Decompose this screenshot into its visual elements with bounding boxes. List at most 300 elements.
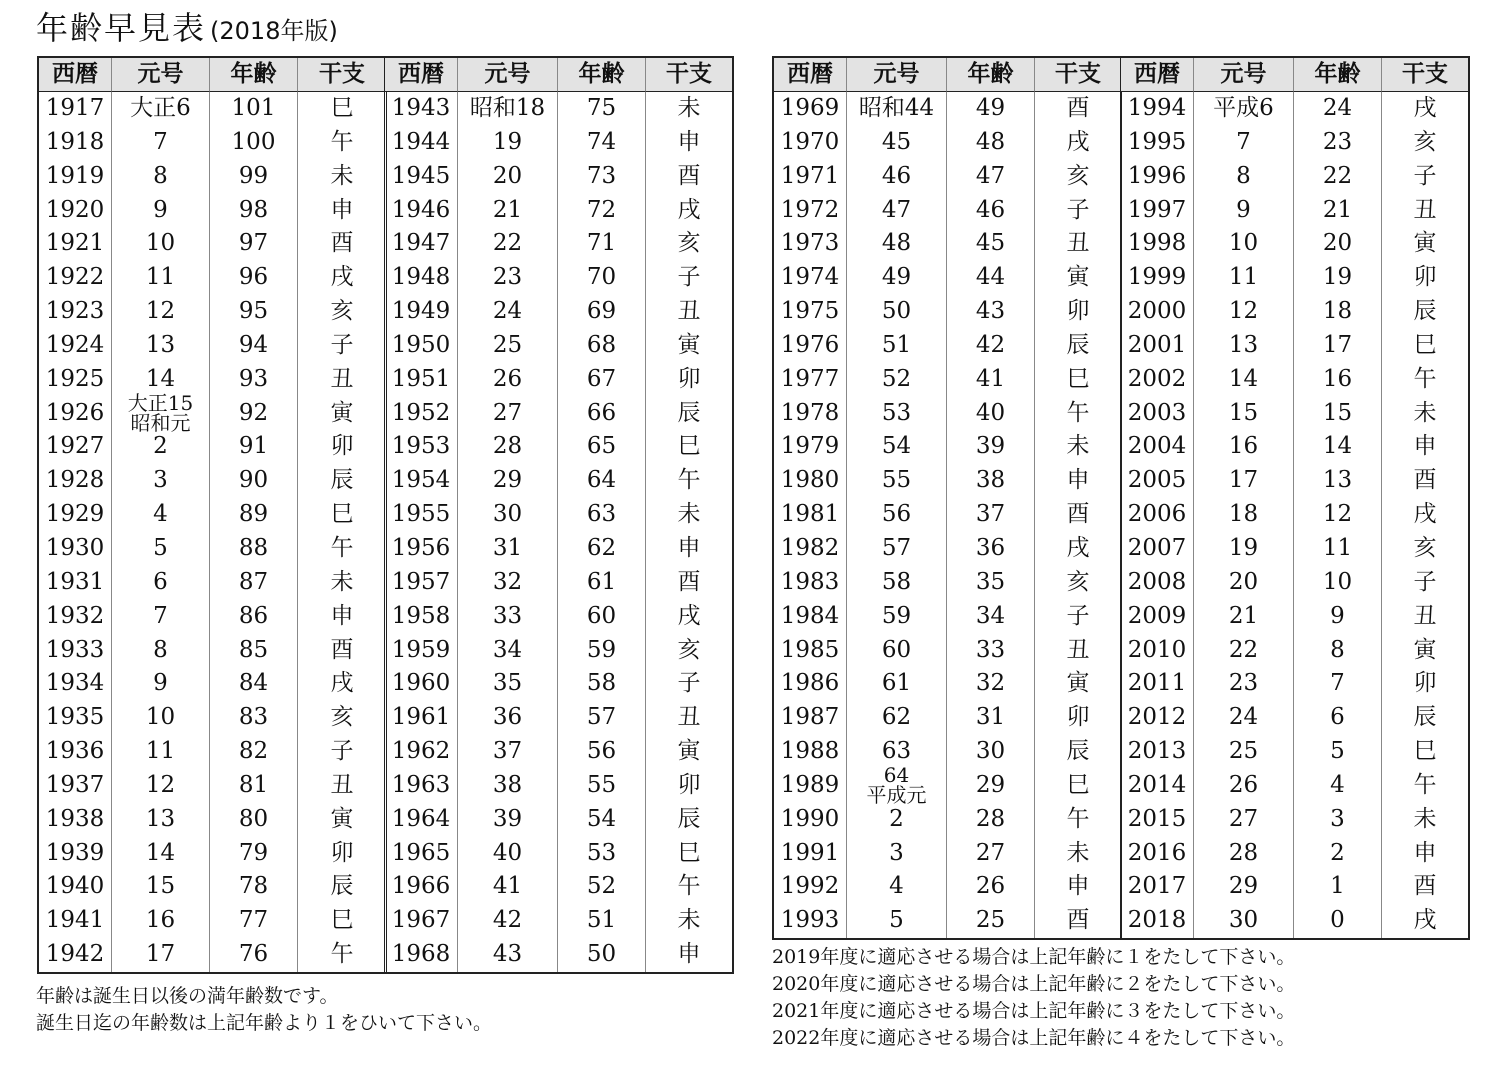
cell-age: 31: [947, 701, 1035, 735]
cell-zodiac: 辰: [1413, 298, 1437, 325]
age-table-left-1943-1968: [384, 56, 734, 974]
cell-era: 14: [1194, 363, 1294, 397]
cell-era: 10: [1194, 227, 1294, 261]
cell-zodiac: 丑: [1413, 196, 1437, 223]
cell-zodiac: 午: [677, 467, 701, 494]
cell-era: 58: [847, 566, 947, 600]
cell-year: 1998: [1121, 227, 1194, 261]
cell-age: 20: [1294, 227, 1382, 261]
cell-zodiac: 戌: [1413, 501, 1437, 528]
cell-age: 77: [210, 904, 298, 938]
cell-age: 6: [1294, 701, 1382, 735]
cell-age: 54: [558, 803, 646, 837]
cell-age: 48: [947, 126, 1035, 160]
cell-era: 11: [112, 735, 210, 769]
cell-year: 1976: [774, 329, 847, 363]
cell-age: 7: [1294, 667, 1382, 701]
cell-year: 1934: [39, 667, 112, 701]
cell-age: 78: [210, 870, 298, 904]
cell-era: 28: [458, 430, 558, 464]
cell-age: 19: [1294, 261, 1382, 295]
cell-year: 1975: [774, 295, 847, 329]
cell-era: 29: [1194, 870, 1294, 904]
age-table-right-1994-2018: [1120, 56, 1470, 940]
cell-year: 1978: [774, 397, 847, 431]
cell-zodiac: 卯: [330, 433, 354, 460]
cell-zodiac: 午: [1066, 399, 1090, 426]
cell-zodiac: 酉: [1066, 907, 1090, 934]
cell-era: 24: [458, 295, 558, 329]
cell-era: [112, 390, 210, 435]
cell-era: 15: [112, 870, 210, 904]
cell-era: 11: [112, 261, 210, 295]
cell-year: 1972: [774, 194, 847, 228]
cell-zodiac: 卯: [1413, 670, 1437, 697]
cell-era: 16: [1194, 430, 1294, 464]
cell-zodiac: 卯: [1413, 264, 1437, 291]
cell-zodiac: 戌: [330, 670, 354, 697]
cell-age: 75: [558, 92, 646, 126]
cell-zodiac: 寅: [677, 738, 701, 765]
cell-age: 42: [947, 329, 1035, 363]
cell-age: 59: [558, 634, 646, 668]
cell-zodiac: 卯: [330, 839, 354, 866]
cell-year: 1991: [774, 837, 847, 871]
cell-zodiac: 巳: [1066, 771, 1090, 798]
cell-year: 1980: [774, 464, 847, 498]
cell-age: 58: [558, 667, 646, 701]
cell-age: 26: [947, 870, 1035, 904]
cell-age: 68: [558, 329, 646, 363]
cell-zodiac: 寅: [1066, 670, 1090, 697]
cell-era: 33: [458, 600, 558, 634]
cell-year: 1951: [385, 363, 458, 397]
cell-zodiac: 申: [677, 941, 701, 968]
cell-year: 1920: [39, 194, 112, 228]
cell-year: 2008: [1121, 566, 1194, 600]
cell-age: 16: [1294, 363, 1382, 397]
cell-age: 62: [558, 532, 646, 566]
note-right-1: 2019年度に適応させる場合は上記年齢に１をたして下さい。: [772, 946, 1296, 968]
cell-era: 7: [112, 600, 210, 634]
cell-age: 69: [558, 295, 646, 329]
cell-year: 1984: [774, 600, 847, 634]
cell-zodiac: 子: [677, 670, 701, 697]
cell-zodiac: 申: [330, 602, 354, 629]
cell-era: 5: [847, 904, 947, 938]
cell-zodiac: 丑: [330, 365, 354, 392]
cell-year: 2014: [1121, 769, 1194, 803]
cell-age: 94: [210, 329, 298, 363]
cell-year: 1936: [39, 735, 112, 769]
cell-zodiac: 戌: [1413, 95, 1437, 121]
cell-era: 52: [847, 363, 947, 397]
cell-age: 11: [1294, 532, 1382, 566]
cell-year: 1952: [385, 397, 458, 431]
cell-year: 1990: [774, 803, 847, 837]
cell-era: 23: [458, 261, 558, 295]
cell-era: 16: [112, 904, 210, 938]
cell-year: 1956: [385, 532, 458, 566]
cell-age: 76: [210, 938, 298, 972]
cell-age: 66: [558, 397, 646, 431]
cell-zodiac: 丑: [677, 298, 701, 325]
cell-era: 6: [112, 566, 210, 600]
cell-era: 45: [847, 126, 947, 160]
age-table-right-1969-1993: [772, 56, 1122, 940]
cell-era: 8: [112, 634, 210, 668]
cell-zodiac: 子: [330, 331, 354, 358]
cell-year: 1943: [385, 92, 458, 126]
cell-year: 2003: [1121, 397, 1194, 431]
cell-year: 1986: [774, 667, 847, 701]
cell-year: 2009: [1121, 600, 1194, 634]
cell-zodiac: 卯: [1066, 298, 1090, 325]
cell-age: 64: [558, 464, 646, 498]
cell-age: 67: [558, 363, 646, 397]
cell-year: 1919: [39, 160, 112, 194]
cell-year: 2015: [1121, 803, 1194, 837]
cell-era: 17: [112, 938, 210, 972]
cell-zodiac: 酉: [677, 568, 701, 595]
cell-zodiac: 亥: [1413, 534, 1437, 561]
header-eto: 干支: [298, 58, 386, 92]
cell-era: 昭和18: [458, 92, 558, 126]
cell-era: 22: [458, 227, 558, 261]
cell-age: 49: [947, 92, 1035, 126]
cell-zodiac: 戌: [1413, 907, 1437, 934]
cell-era: 55: [847, 464, 947, 498]
cell-age: 21: [1294, 194, 1382, 228]
cell-zodiac: 酉: [1413, 873, 1437, 900]
cell-year: 1985: [774, 634, 847, 668]
cell-age: 73: [558, 160, 646, 194]
age-table-left-1917-1942: [37, 56, 387, 974]
cell-zodiac: 巳: [1066, 365, 1090, 392]
cell-age: 95: [210, 295, 298, 329]
cell-zodiac: 寅: [1413, 636, 1437, 663]
header-gengo: 元号: [458, 58, 558, 92]
cell-age: 93: [210, 363, 298, 397]
cell-year: 1969: [774, 92, 847, 126]
cell-age: 72: [558, 194, 646, 228]
cell-age: 89: [210, 498, 298, 532]
cell-age: 81: [210, 769, 298, 803]
cell-zodiac: 辰: [1066, 738, 1090, 765]
cell-year: 1933: [39, 634, 112, 668]
cell-year: 1967: [385, 904, 458, 938]
cell-age: 60: [558, 600, 646, 634]
cell-year: 1964: [385, 803, 458, 837]
cell-zodiac: 未: [1413, 805, 1437, 832]
cell-era: 22: [1194, 634, 1294, 668]
cell-era: 40: [458, 837, 558, 871]
cell-era: 11: [1194, 261, 1294, 295]
cell-year: 1932: [39, 600, 112, 634]
cell-year: 1958: [385, 600, 458, 634]
cell-year: 1938: [39, 803, 112, 837]
cell-year: 1997: [1121, 194, 1194, 228]
cell-year: 1931: [39, 566, 112, 600]
cell-year: 1942: [39, 938, 112, 972]
cell-zodiac: 午: [1413, 365, 1437, 392]
cell-era: 42: [458, 904, 558, 938]
cell-zodiac: 申: [1413, 433, 1437, 460]
cell-era: 10: [112, 227, 210, 261]
cell-era: 30: [1194, 904, 1294, 938]
header-seireki: 西暦: [39, 58, 112, 92]
cell-year: 2012: [1121, 701, 1194, 735]
cell-year: 1959: [385, 634, 458, 668]
cell-age: 8: [1294, 634, 1382, 668]
cell-year: 1961: [385, 701, 458, 735]
cell-year: 1929: [39, 498, 112, 532]
cell-year: 1939: [39, 837, 112, 871]
cell-zodiac: 巳: [1413, 331, 1437, 358]
cell-age: 12: [1294, 498, 1382, 532]
cell-zodiac: 申: [1413, 839, 1437, 866]
cell-zodiac: 寅: [677, 331, 701, 358]
cell-age: 70: [558, 261, 646, 295]
cell-era: 63: [847, 735, 947, 769]
cell-age: 52: [558, 870, 646, 904]
cell-era: 4: [112, 498, 210, 532]
cell-era: 23: [1194, 667, 1294, 701]
cell-age: 65: [558, 430, 646, 464]
cell-year: 1966: [385, 870, 458, 904]
cell-zodiac: 未: [330, 162, 354, 189]
cell-era: 30: [458, 498, 558, 532]
cell-year: 1983: [774, 566, 847, 600]
cell-era: 3: [847, 837, 947, 871]
cell-zodiac: 子: [677, 264, 701, 291]
cell-year: 2018: [1121, 904, 1194, 938]
cell-year: 1974: [774, 261, 847, 295]
page-title: [36, 6, 338, 50]
cell-zodiac: 酉: [330, 230, 354, 257]
cell-zodiac: 丑: [677, 704, 701, 731]
cell-era: 昭和44: [847, 92, 947, 126]
cell-age: 87: [210, 566, 298, 600]
cell-year: 1993: [774, 904, 847, 938]
cell-era: 43: [458, 938, 558, 972]
cell-year: 1960: [385, 667, 458, 701]
cell-age: 97: [210, 227, 298, 261]
cell-era: 10: [112, 701, 210, 735]
cell-age: 0: [1294, 904, 1382, 938]
cell-age: 28: [947, 803, 1035, 837]
cell-zodiac: 酉: [677, 162, 701, 189]
cell-zodiac: 寅: [1066, 264, 1090, 291]
cell-zodiac: 申: [330, 196, 354, 223]
cell-era: 27: [458, 397, 558, 431]
cell-zodiac: 子: [1413, 162, 1437, 189]
cell-era: 24: [1194, 701, 1294, 735]
cell-era: 38: [458, 769, 558, 803]
cell-zodiac: 卯: [677, 771, 701, 798]
cell-year: 1922: [39, 261, 112, 295]
cell-zodiac: 亥: [330, 298, 354, 325]
cell-year: 1937: [39, 769, 112, 803]
cell-zodiac: 卯: [677, 365, 701, 392]
cell-year: 1941: [39, 904, 112, 938]
cell-age: 4: [1294, 769, 1382, 803]
cell-age: 34: [947, 600, 1035, 634]
cell-zodiac: 丑: [1066, 230, 1090, 257]
cell-age: 47: [947, 160, 1035, 194]
cell-zodiac: 未: [1066, 839, 1090, 866]
cell-era: 35: [458, 667, 558, 701]
cell-age: 33: [947, 634, 1035, 668]
cell-zodiac: 辰: [677, 805, 701, 832]
cell-era: 3: [112, 464, 210, 498]
cell-year: 1947: [385, 227, 458, 261]
cell-zodiac: 辰: [330, 467, 354, 494]
cell-era: 7: [1194, 126, 1294, 160]
cell-era: 47: [847, 194, 947, 228]
cell-age: 51: [558, 904, 646, 938]
cell-year: 2011: [1121, 667, 1194, 701]
cell-zodiac: 午: [1413, 771, 1437, 798]
note-left-2: 誕生日迄の年齢数は上記年齢より１をひいて下さい。: [36, 1012, 493, 1034]
cell-age: 37: [947, 498, 1035, 532]
cell-age: 61: [558, 566, 646, 600]
cell-year: 1918: [39, 126, 112, 160]
cell-year: 1999: [1121, 261, 1194, 295]
cell-zodiac: 戌: [677, 196, 701, 223]
cell-age: 23: [1294, 126, 1382, 160]
cell-year: 1953: [385, 430, 458, 464]
cell-year: 2000: [1121, 295, 1194, 329]
cell-age: 83: [210, 701, 298, 735]
cell-year: 1955: [385, 498, 458, 532]
cell-year: 1979: [774, 430, 847, 464]
cell-year: 1965: [385, 837, 458, 871]
cell-age: 39: [947, 430, 1035, 464]
cell-zodiac: 未: [1066, 433, 1090, 460]
cell-age: 27: [947, 837, 1035, 871]
cell-zodiac: 辰: [677, 399, 701, 426]
cell-zodiac: 午: [330, 941, 354, 968]
cell-age: 10: [1294, 566, 1382, 600]
cell-year: 1921: [39, 227, 112, 261]
cell-year: 1950: [385, 329, 458, 363]
cell-year: 1989: [774, 769, 847, 803]
cell-era: 14: [112, 363, 210, 397]
cell-era: 56: [847, 498, 947, 532]
cell-zodiac: 巳: [677, 839, 701, 866]
cell-era: 32: [458, 566, 558, 600]
cell-age: 35: [947, 566, 1035, 600]
cell-zodiac: 巳: [1413, 738, 1437, 765]
cell-year: 1962: [385, 735, 458, 769]
cell-year: 1982: [774, 532, 847, 566]
cell-era: 5: [112, 532, 210, 566]
note-right-4: 2022年度に適応させる場合は上記年齢に４をたして下さい。: [772, 1027, 1296, 1049]
cell-zodiac: 亥: [1413, 128, 1437, 155]
cell-age: 55: [558, 769, 646, 803]
cell-age: 22: [1294, 160, 1382, 194]
cell-age: 98: [210, 194, 298, 228]
header-seireki: 西暦: [774, 58, 847, 92]
cell-era: 48: [847, 227, 947, 261]
cell-era: 17: [1194, 464, 1294, 498]
cell-era: 平成6: [1194, 92, 1294, 126]
cell-year: 1963: [385, 769, 458, 803]
cell-zodiac: 亥: [677, 636, 701, 663]
cell-age: 9: [1294, 600, 1382, 634]
cell-age: 56: [558, 735, 646, 769]
header-eto: 干支: [1382, 58, 1468, 92]
cell-age: 44: [947, 261, 1035, 295]
cell-era: 25: [458, 329, 558, 363]
cell-zodiac: 辰: [330, 873, 354, 900]
cell-era: 20: [1194, 566, 1294, 600]
cell-year: 1987: [774, 701, 847, 735]
header-nenrei: 年齢: [558, 58, 646, 92]
cell-era: 53: [847, 397, 947, 431]
cell-age: 96: [210, 261, 298, 295]
cell-zodiac: 寅: [1413, 230, 1437, 257]
cell-era: 21: [458, 194, 558, 228]
cell-age: 5: [1294, 735, 1382, 769]
cell-year: 1971: [774, 160, 847, 194]
cell-zodiac: 丑: [1066, 636, 1090, 663]
title-subtitle: (2018年版): [210, 17, 338, 45]
header-gengo: 元号: [1194, 58, 1294, 92]
cell-era: 20: [458, 160, 558, 194]
header-nenrei: 年齢: [210, 58, 298, 92]
cell-era: 26: [458, 363, 558, 397]
cell-zodiac: 午: [330, 128, 354, 155]
cell-age: 24: [1294, 92, 1382, 126]
cell-zodiac: 巳: [330, 95, 354, 121]
cell-year: 1935: [39, 701, 112, 735]
cell-era: 19: [458, 126, 558, 160]
cell-year: 2001: [1121, 329, 1194, 363]
cell-zodiac: 丑: [330, 771, 354, 798]
cell-zodiac: 未: [677, 907, 701, 934]
cell-zodiac: 戌: [677, 602, 701, 629]
cell-year: 1928: [39, 464, 112, 498]
cell-year: 1977: [774, 363, 847, 397]
cell-zodiac: 亥: [1066, 568, 1090, 595]
cell-era: 26: [1194, 769, 1294, 803]
cell-zodiac: 未: [330, 568, 354, 595]
cell-era: 8: [112, 160, 210, 194]
cell-era: 60: [847, 634, 947, 668]
cell-zodiac: 丑: [1413, 602, 1437, 629]
cell-era: 25: [1194, 735, 1294, 769]
cell-age: 29: [947, 769, 1035, 803]
cell-era: 31: [458, 532, 558, 566]
cell-age: 99: [210, 160, 298, 194]
cell-year: 1930: [39, 532, 112, 566]
cell-zodiac: 戌: [1066, 534, 1090, 561]
cell-year: 2004: [1121, 430, 1194, 464]
cell-year: 1954: [385, 464, 458, 498]
cell-era: 9: [1194, 194, 1294, 228]
cell-era: 54: [847, 430, 947, 464]
cell-age: 86: [210, 600, 298, 634]
cell-age: 92: [210, 397, 298, 431]
cell-zodiac: 巳: [677, 433, 701, 460]
cell-era: 4: [847, 870, 947, 904]
cell-age: 41: [947, 363, 1035, 397]
note-left-1: 年齢は誕生日以後の満年齢数です。: [36, 985, 339, 1007]
cell-year: 1996: [1121, 160, 1194, 194]
cell-era: [847, 762, 947, 807]
